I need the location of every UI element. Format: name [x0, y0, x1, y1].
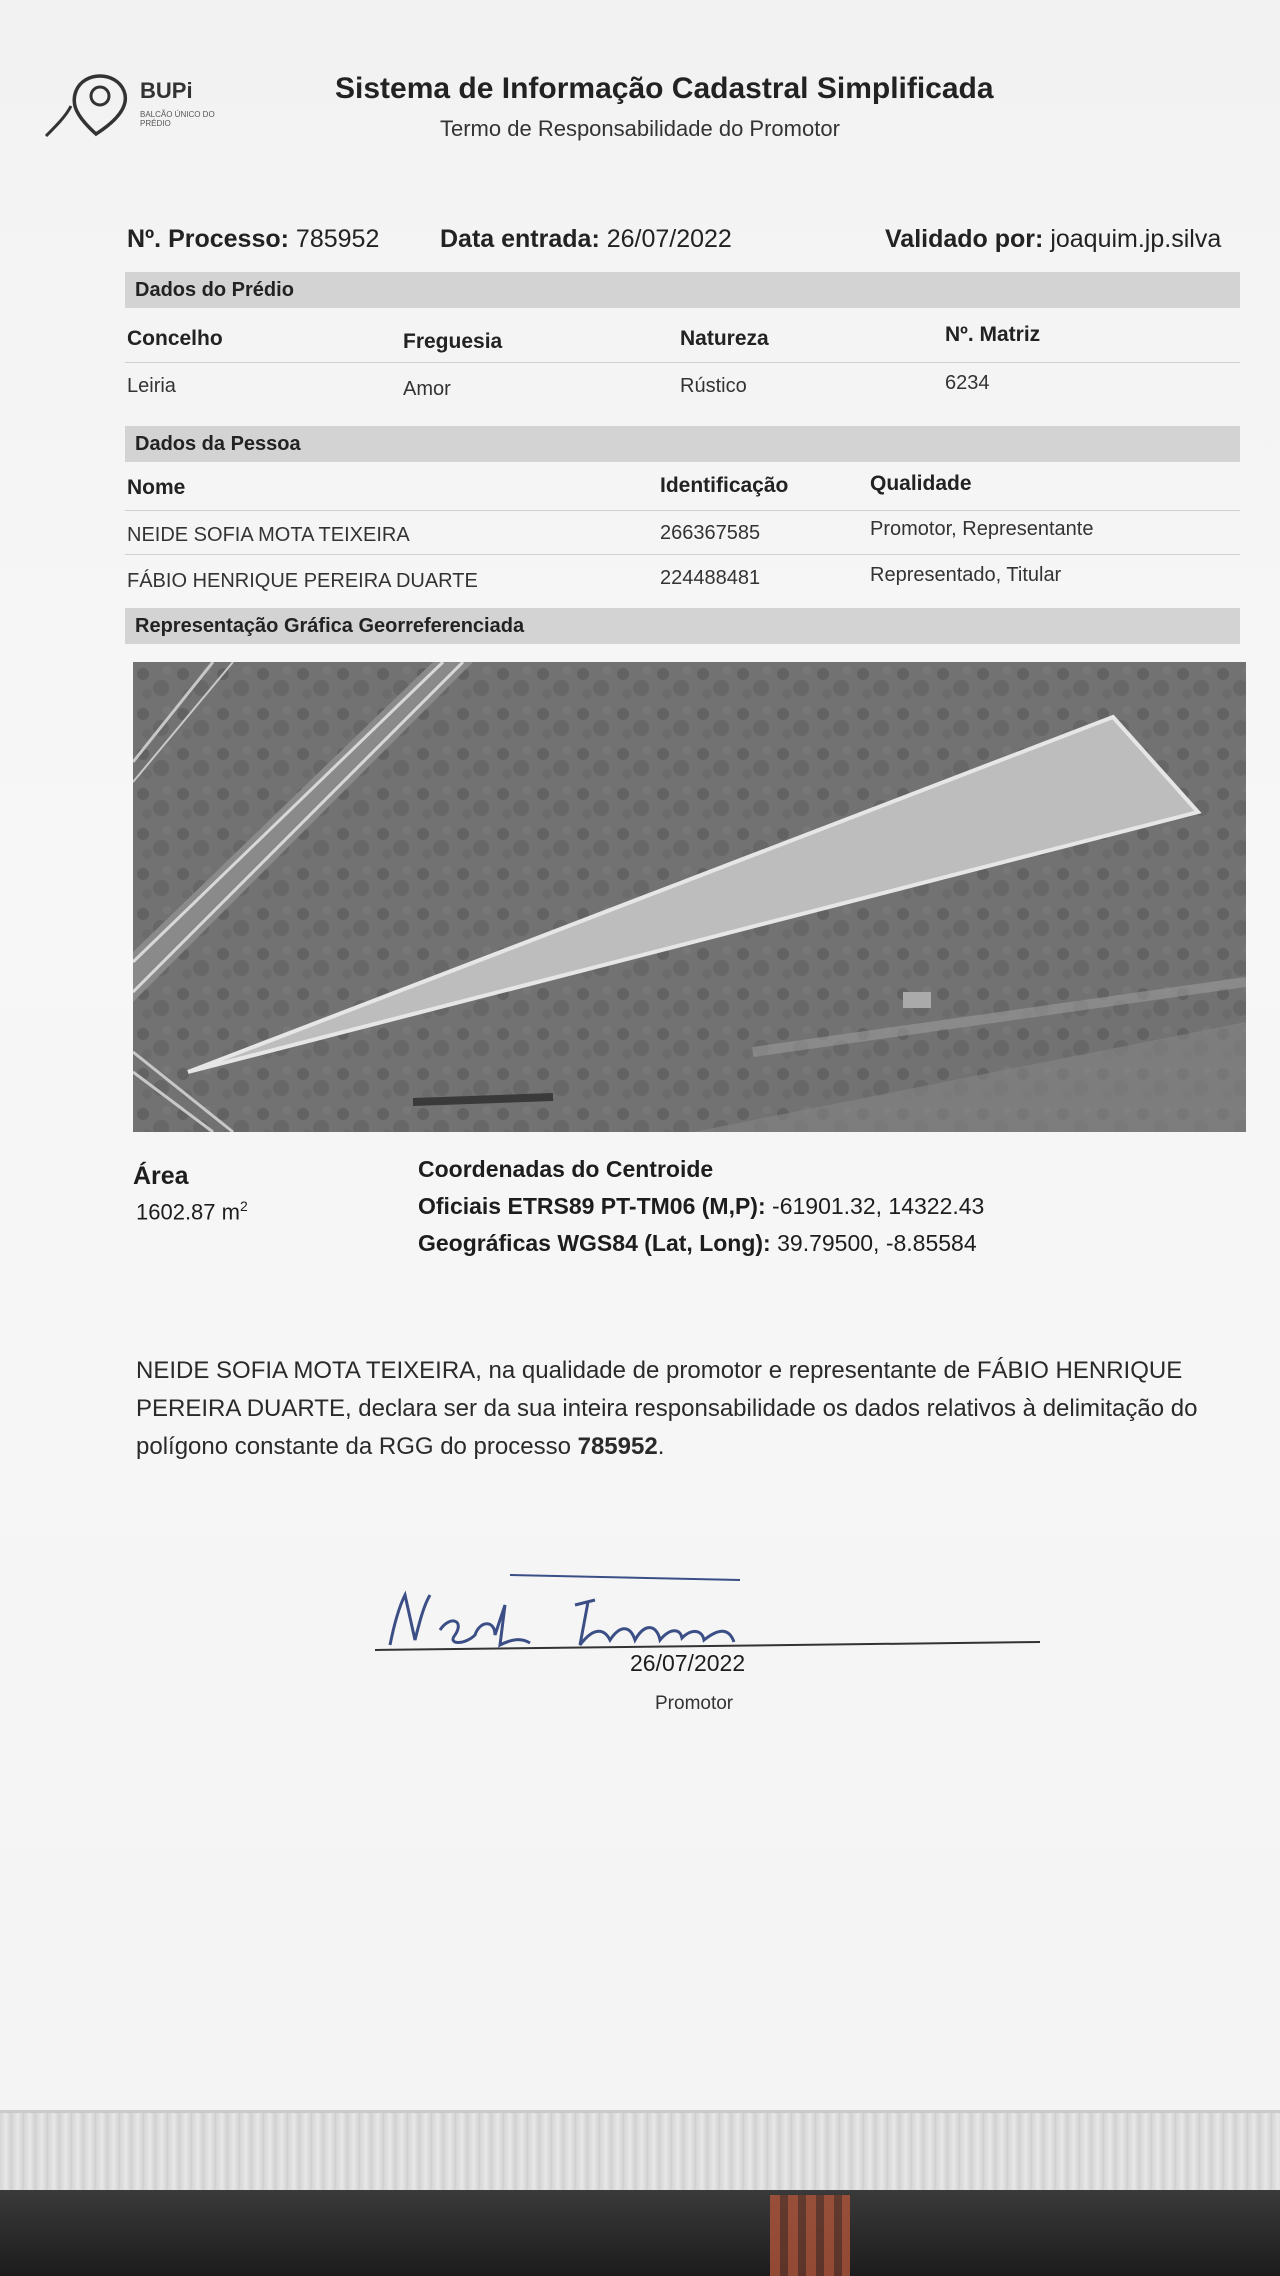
process-number-label: Nº. Processo:: [127, 225, 289, 253]
declaration-text: NEIDE SOFIA MOTA TEIXEIRA, na qualidade de promotor e representante de FÁBIO HENRIQUE PEREIRA DUARTE, declara ser da sua inteira responsabilidade os dados relativos à delimitação do polígono constante da RGG do processo: [136, 1357, 1198, 1460]
declaration-paragraph: [136, 1352, 1246, 1466]
predio-cell-freguesia: Amor: [403, 378, 451, 400]
area-unit-superscript: 2: [239, 1198, 248, 1214]
validated-by: [885, 225, 1221, 254]
pessoa-row-1-id: 266367585: [660, 522, 761, 544]
predio-cell-matriz: 6234: [945, 372, 990, 394]
declaration-end: .: [657, 1433, 665, 1460]
entry-date: [440, 225, 732, 254]
centroid-coords-title: Coordenadas do Centroide: [418, 1156, 714, 1182]
pessoa-header-identificacao: Identificação: [660, 474, 789, 497]
entry-date-label: Data entrada:: [440, 225, 600, 253]
validated-by-label: Validado por:: [885, 225, 1044, 253]
background-surface: [0, 2190, 1280, 2276]
section-representacao-grafica: Representação Gráfica Georreferenciada: [125, 608, 1240, 644]
pessoa-row-2-nome: FÁBIO HENRIQUE PEREIRA DUARTE: [127, 570, 478, 592]
official-coords: [418, 1193, 984, 1220]
process-number: [127, 225, 379, 254]
pessoa-header-qualidade: Qualidade: [870, 472, 972, 495]
plastic-sleeve-edge: [0, 2110, 1280, 2193]
signature-role: Promotor: [655, 1693, 734, 1714]
process-number-value: 785952: [295, 225, 380, 253]
aerial-map-image: [133, 662, 1246, 1132]
predio-header-natureza: Natureza: [680, 327, 769, 350]
predio-rule: [125, 362, 1240, 363]
geo-coords-value: 39.79500, -8.85584: [777, 1230, 977, 1256]
pessoa-row-2-id: 224488481: [660, 567, 761, 589]
predio-cell-concelho: Leiria: [127, 375, 176, 397]
logo-text: BUPi: [140, 78, 193, 103]
predio-header-freguesia: Freguesia: [403, 330, 503, 353]
pessoa-row-1-qualidade: Promotor, Representante: [870, 518, 1094, 540]
pessoa-header-nome: Nome: [127, 476, 186, 499]
background-object: [770, 2195, 850, 2276]
official-coords-value: -61901.32, 14322.43: [772, 1193, 985, 1219]
document-title: Sistema de Informação Cadastral Simplificada: [335, 72, 994, 105]
pessoa-rule-1: [125, 510, 1240, 511]
official-coords-label: Oficiais ETRS89 PT-TM06 (M,P):: [418, 1193, 766, 1219]
entry-date-value: 26/07/2022: [606, 225, 732, 253]
predio-header-matriz: Nº. Matriz: [945, 323, 1041, 346]
section-dados-pessoa: Dados da Pessoa: [125, 426, 1240, 462]
validated-by-value: joaquim.jp.silva: [1050, 225, 1222, 253]
geo-coords-label: Geográficas WGS84 (Lat, Long):: [418, 1230, 771, 1256]
pessoa-row-2-qualidade: Representado, Titular: [870, 564, 1062, 586]
logo-subtext: BALCÃO ÚNICO DO PRÉDIO: [140, 110, 215, 128]
pessoa-row-1-nome: NEIDE SOFIA MOTA TEIXEIRA: [127, 524, 410, 546]
handwritten-signature: [360, 1560, 1040, 1660]
predio-cell-natureza: Rústico: [680, 375, 747, 397]
predio-header-concelho: Concelho: [127, 327, 223, 350]
area-value: [136, 1198, 248, 1225]
section-dados-predio: Dados do Prédio: [125, 272, 1240, 308]
area-label: Área: [133, 1162, 189, 1190]
pessoa-rule-2: [125, 554, 1240, 555]
signature-date: 26/07/2022: [630, 1650, 746, 1676]
area-value-number: 1602.87 m: [136, 1199, 240, 1225]
geo-coords: [418, 1230, 977, 1257]
declaration-process-number: 785952: [577, 1433, 658, 1460]
document-subtitle: Termo de Responsabilidade do Promotor: [440, 116, 840, 141]
